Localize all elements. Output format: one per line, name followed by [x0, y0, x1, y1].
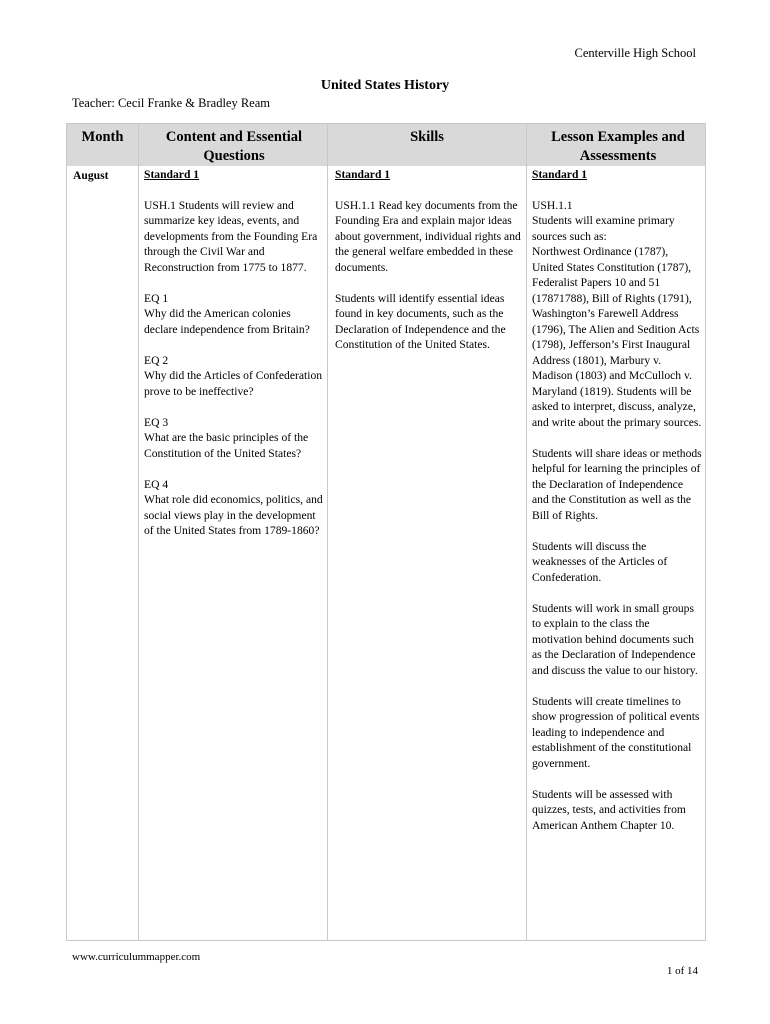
skills-standard-label: Standard 1	[335, 168, 391, 181]
column-divider	[327, 124, 328, 940]
lessons-cell	[532, 167, 702, 849]
lesson-paragraph: Students will share ideas or methods helpful for learning the principles of the Declaration of Independence and the Constitution as well as the Bill of Rights.	[532, 446, 702, 522]
lesson-paragraph: Students will create timelines to show progression of political events leading to independence and establishment of the constitutional government.	[532, 694, 700, 770]
column-header-skills: Skills	[410, 129, 444, 145]
skills-cell	[335, 167, 521, 368]
column-divider	[526, 124, 527, 940]
column-header-content: Content and Essential Questions	[165, 129, 303, 164]
teacher-line: Teacher: Cecil Franke & Bradley Ream	[72, 96, 271, 110]
lesson-paragraph: USH.1.1 Students will examine primary sources such as: Northwest Ordinance (1787), United States Constitution (1787), Federalist Papers 10 and 51 (17871788), Bill of Rights (1791), Washington’s Farewell Address (1796), The Alien and Sedition Acts (1798), Jefferson’s First Inaugural Address (1801), Marbury v. Madison (1803) and McCulloch v. Maryland (1819). Students will be asked to interpret, discuss, analyze, and write about the primary sources.	[532, 198, 702, 429]
curriculum-table	[66, 123, 706, 941]
footer-url: www.curriculummapper.com	[72, 951, 201, 963]
page-number: 1 of 14	[666, 965, 698, 977]
column-header-month: Month	[81, 129, 124, 145]
content-standard-label: Standard 1	[144, 168, 200, 181]
lesson-paragraph: Students will discuss the weaknesses of the Articles of Confederation.	[532, 539, 668, 584]
lesson-paragraph: Students will be assessed with quizzes, tests, and activities from American Anthem Chapter 10.	[532, 787, 686, 832]
essential-question: EQ 2 Why did the Articles of Confederation prove to be ineffective?	[144, 353, 323, 398]
content-cell	[144, 167, 324, 554]
lessons-standard-label: Standard 1	[532, 168, 588, 181]
column-divider	[138, 124, 139, 940]
essential-question: EQ 1 Why did the American colonies declare independence from Britain?	[144, 291, 310, 336]
essential-question: EQ 4 What role did economics, politics, and social views play in the development of the United States from 1789-1860?	[144, 477, 323, 537]
column-header-lessons: Lesson Examples and Assessments	[551, 129, 685, 164]
content-paragraph: USH.1 Students will review and summarize key ideas, events, and developments from the Founding Era through the Civil War and Reconstruction from 1775 to 1877.	[144, 198, 318, 274]
skills-paragraph: Students will identify essential ideas found in key documents, such as the Declaration of Independence and the Constitution of the United States.	[335, 291, 506, 351]
document-title: United States History	[320, 78, 450, 93]
skills-paragraph: USH.1.1 Read key documents from the Founding Era and explain major ideas about government, individual rights and the general welfare embedded in these documents.	[335, 198, 521, 274]
school-name: Centerville High School	[574, 46, 696, 60]
month-cell: August	[73, 169, 109, 182]
lesson-paragraph: Students will work in small groups to explain to the class the motivation behind documents such as the Declaration of Independence and discuss the value to our history.	[532, 601, 698, 677]
essential-question: EQ 3 What are the basic principles of the Constitution of the United States?	[144, 415, 309, 460]
